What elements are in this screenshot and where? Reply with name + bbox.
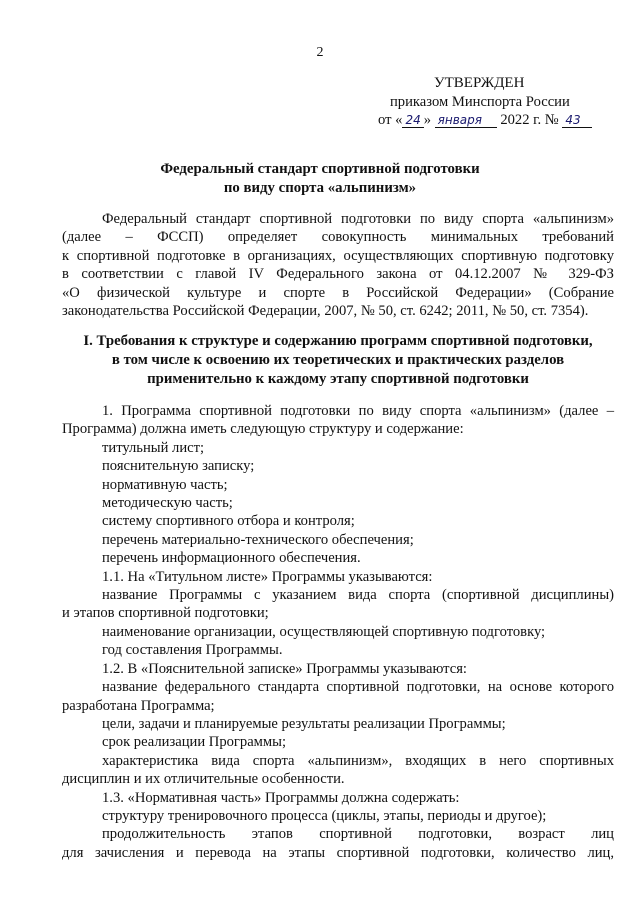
approval-day-handwritten: 24	[402, 113, 423, 128]
section-1-heading-line1: I. Требования к структуре и содержанию программ спортивной подготовки,	[83, 333, 593, 349]
p12-item4-line1: характеристика вида спорта «альпинизм», входящих в него спортивных	[102, 752, 614, 769]
list-item: цели, задачи и планируемые результаты реализации Программы;	[102, 715, 506, 732]
list-item: пояснительную записку;	[102, 458, 255, 475]
intro-line: «О физической культуре и спорте в Российской Федерации» (Собрание	[62, 284, 614, 301]
p11-line1: название Программы с указанием вида спорта (спортивной дисциплины)	[102, 587, 614, 604]
p11-line2: и этапов спортивной подготовки;	[62, 605, 269, 622]
approval-date-line	[378, 111, 618, 130]
approval-title: УТВЕРЖДЕН	[434, 75, 525, 91]
approval-number-handwritten: 43	[562, 113, 592, 128]
p13-item2-line2: для зачисления и перевода на этапы спортивной подготовки, количество лиц,	[62, 844, 614, 861]
document-title	[60, 160, 580, 198]
p13-item2-line1: продолжительность этапов спортивной подготовки, возраст лиц	[102, 826, 614, 843]
section-1-heading-line3: применительно к каждому этапу спортивной подготовки	[147, 371, 529, 387]
intro-paragraph	[62, 210, 614, 320]
list-item: перечень информационного обеспечения.	[102, 550, 361, 567]
section-1-heading	[62, 332, 614, 389]
page-number: 2	[316, 45, 324, 60]
approval-year: 2022 г. №	[500, 112, 559, 128]
list-item: перечень материально-технического обеспечения;	[102, 531, 414, 548]
list-item: наименование организации, осуществляющей спортивную подготовку;	[102, 623, 546, 640]
p12-heading: 1.2. В «Пояснительной записке» Программы указываются:	[102, 660, 467, 677]
intro-line: Федеральный стандарт спортивной подготовки по виду спорта «альпинизм»	[102, 211, 614, 227]
approval-close-quote: »	[423, 112, 432, 128]
list-item: год составления Программы.	[102, 642, 283, 659]
document-title-line1: Федеральный стандарт спортивной подготовки	[160, 161, 480, 177]
intro-line: в соответствии с главой IV Федерального закона от 04.12.2007 № 329-ФЗ	[62, 266, 614, 283]
intro-line: (далее – ФССП) определяет совокупность минимальных требований	[62, 229, 614, 246]
p1-line2: Программа) должна иметь следующую структуру и содержание:	[62, 421, 464, 438]
approval-block	[378, 74, 618, 130]
p12-line1: название федерального стандарта спортивной подготовки, на основе которого	[102, 679, 614, 696]
approval-month-handwritten: января	[435, 113, 497, 128]
list-item: методическую часть;	[102, 495, 233, 512]
approval-order-line: приказом Минспорта России	[390, 93, 570, 110]
p1-line1: 1. Программа спортивной подготовки по виду спорта «альпинизм» (далее –	[102, 403, 614, 419]
list-item: нормативную часть;	[102, 476, 228, 493]
list-item: срок реализации Программы;	[102, 734, 287, 751]
intro-line: законодательства Российской Федерации, 2007, № 50, ст. 6242; 2011, № 50, ст. 7354).	[62, 303, 589, 320]
approval-from: от «	[378, 112, 403, 128]
list-item: систему спортивного отбора и контроля;	[102, 513, 355, 530]
section-1-body	[62, 402, 614, 862]
p12-line2: разработана Программа;	[62, 697, 215, 714]
p11-heading: 1.1. На «Титульном листе» Программы указываются:	[102, 568, 433, 585]
p12-item4-line2: дисциплин и их отличительные особенности.	[62, 771, 345, 788]
list-item: титульный лист;	[102, 439, 205, 456]
p13-heading: 1.3. «Нормативная часть» Программы должна содержать:	[102, 789, 460, 806]
list-item: структуру тренировочного процесса (циклы, этапы, периоды и другое);	[102, 807, 547, 824]
intro-line: к спортивной подготовке в организациях, осуществляющих спортивную подготовку	[62, 247, 614, 264]
section-1-heading-line2: в том числе к освоению их теоретических и практических разделов	[111, 352, 565, 368]
document-title-line2: по виду спорта «альпинизм»	[223, 180, 417, 196]
